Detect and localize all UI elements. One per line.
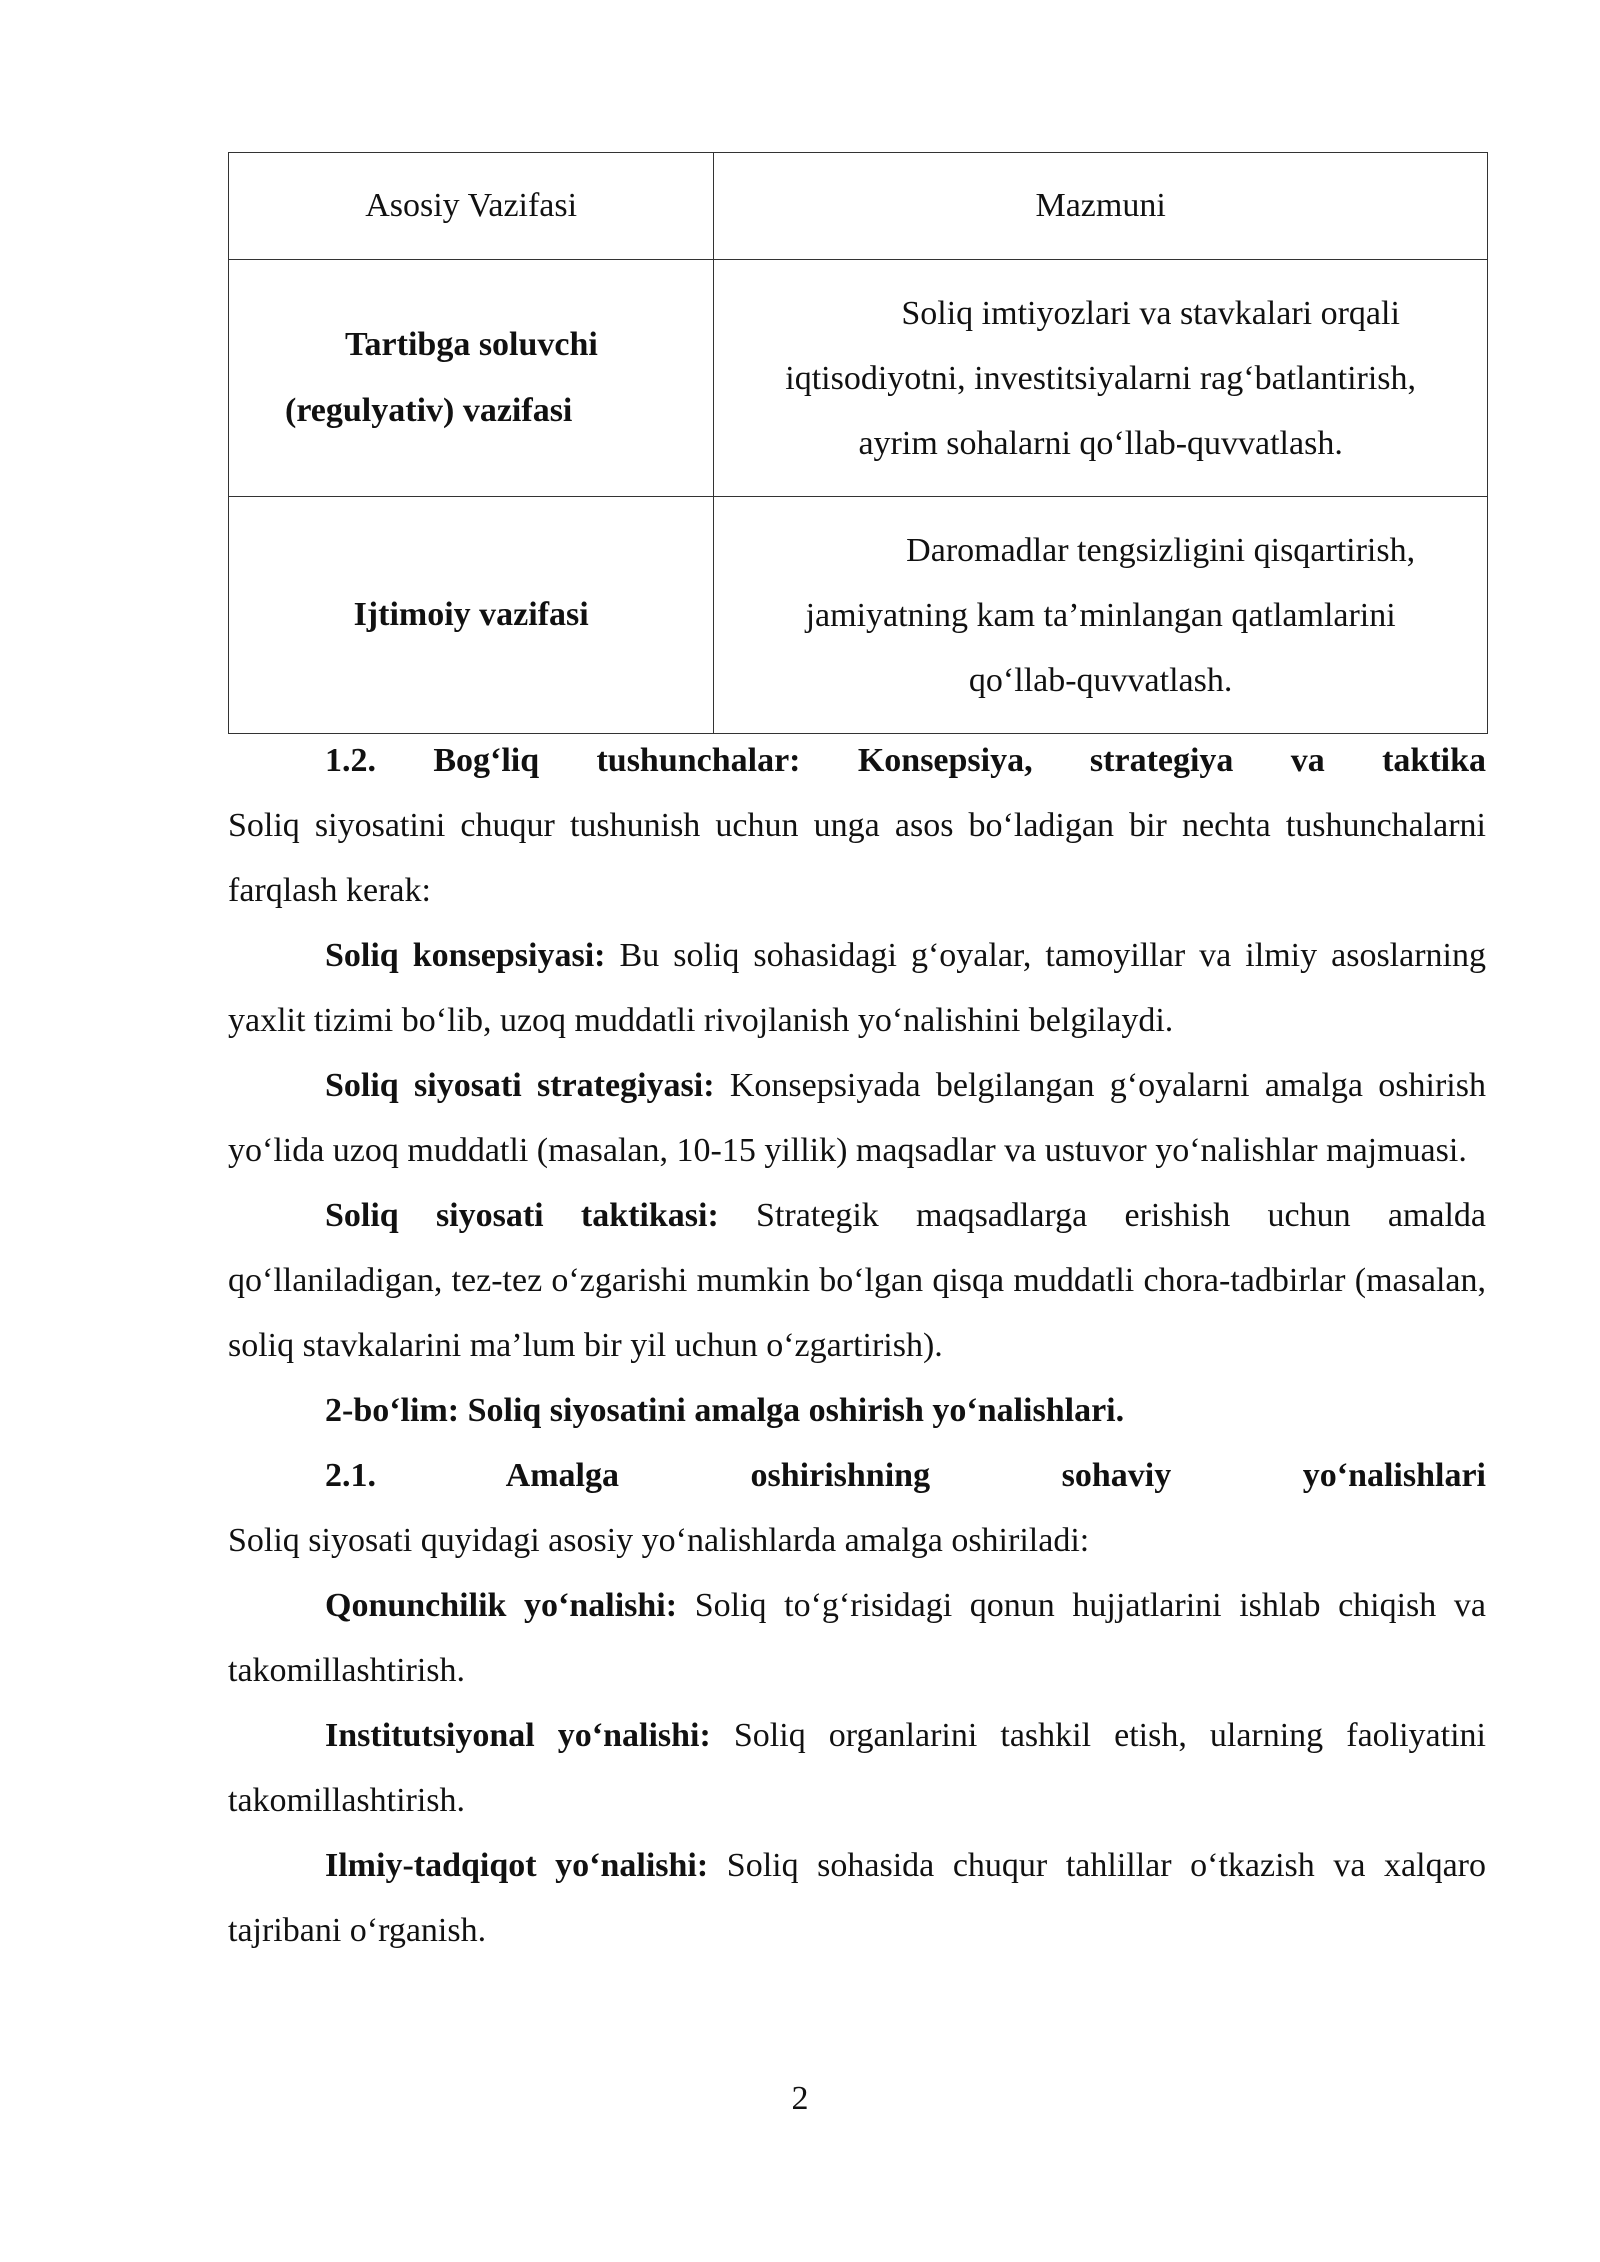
section-heading: 2-bo‘lim: Soliq siyosatini amalga oshirish yo‘nalishlari. — [325, 1392, 1125, 1429]
content-line: Soliq imtiyozlari va stavkalari orqali — [901, 294, 1400, 332]
direction-term: Ilmiy-tadqiqot yo‘nalishi: — [325, 1847, 709, 1884]
table-header-cell: Asosiy Vazifasi — [229, 153, 714, 260]
direction-paragraph — [228, 1573, 1486, 1703]
paragraph: Soliq siyosatini chuqur tushunish uchun unga asos bo‘ladigan bir nechta tushunchalarni farqlash kerak: — [228, 807, 1486, 909]
paragraph: Soliq siyosati quyidagi asosiy yo‘nalishlarda amalga oshiriladi: — [228, 1522, 1090, 1559]
content-line: ayrim sohalarni qo‘llab-quvvatlash. — [858, 424, 1343, 462]
direction-paragraph — [228, 1703, 1486, 1833]
section-heading: 2.1. Amalga oshirishning sohaviy yo‘nalishlari — [325, 1457, 1486, 1494]
content-line: qo‘llab-quvvatlash. — [968, 661, 1233, 699]
definition-paragraph — [228, 923, 1486, 1053]
definition-text: Konsepsiyada belgilangan g‘oyalarni amalga oshirish yo‘lida uzoq muddatli (masalan, 10-15 yillik) maqsadlar va ustuvor yo‘nalishlar majmuasi. — [228, 1067, 1486, 1169]
definition-paragraph — [228, 1183, 1486, 1378]
table-row — [229, 260, 1488, 497]
functions-table — [228, 152, 1488, 734]
table-cell-function — [229, 497, 714, 734]
section-heading: 1.2. Bog‘liq tushunchalar: Konsepsiya, strategiya va taktika — [325, 742, 1486, 779]
direction-term: Qonunchilik yo‘nalishi: — [325, 1587, 678, 1624]
function-title-line: Ijtimoiy vazifasi — [353, 596, 589, 633]
direction-paragraph — [228, 1833, 1486, 1963]
definition-term: Soliq konsepsiyasi: — [325, 937, 606, 974]
table-header-cell: Mazmuni — [714, 153, 1488, 260]
definition-text: Bu soliq sohasidagi g‘oyalar, tamoyillar va ilmiy asoslarning yaxlit tizimi bo‘lib, uzoq muddatli rivojlanish yo‘nalishini belgilaydi. — [228, 937, 1486, 1039]
direction-term: Institutsiyonal yo‘nalishi: — [325, 1717, 711, 1754]
table-cell-content — [714, 497, 1488, 734]
definition-text: Strategik maqsadlarga erishish uchun amalda qo‘llaniladigan, tez-tez o‘zgarishi mumkin bo‘lgan qisqa muddatli chora-tadbirlar (masalan, soliq stavkalarini ma’lum bir yil uchun o‘zgartirish). — [228, 1197, 1486, 1364]
table-row — [229, 497, 1488, 734]
direction-text: Soliq organlarini tashkil etish, ularning faoliyatini takomillashtirish. — [228, 1717, 1486, 1819]
table-cell-content — [714, 260, 1488, 497]
table-header-row — [229, 153, 1488, 260]
body-text — [228, 728, 1486, 1963]
content-line: jamiyatning kam ta’minlangan qatlamlarini — [805, 596, 1396, 634]
function-title-line: (regulyativ) vazifasi — [285, 392, 573, 429]
definition-paragraph — [228, 1053, 1486, 1183]
direction-text: Soliq sohasida chuqur tahlillar o‘tkazish va xalqaro tajribani o‘rganish. — [228, 1847, 1486, 1949]
function-title-line: Tartibga soluvchi — [345, 326, 598, 363]
table-cell-function — [229, 260, 714, 497]
definition-term: Soliq siyosati strategiyasi: — [325, 1067, 715, 1104]
page-number: 2 — [791, 2080, 809, 2117]
content-line: iqtisodiyotni, investitsiyalarni rag‘batlantirish, — [785, 359, 1417, 397]
definition-term: Soliq siyosati taktikasi: — [325, 1197, 719, 1234]
direction-text: Soliq to‘g‘risidagi qonun hujjatlarini ishlab chiqish va takomillashtirish. — [228, 1587, 1486, 1689]
content-line: Daromadlar tengsizligini qisqartirish, — [906, 531, 1416, 569]
